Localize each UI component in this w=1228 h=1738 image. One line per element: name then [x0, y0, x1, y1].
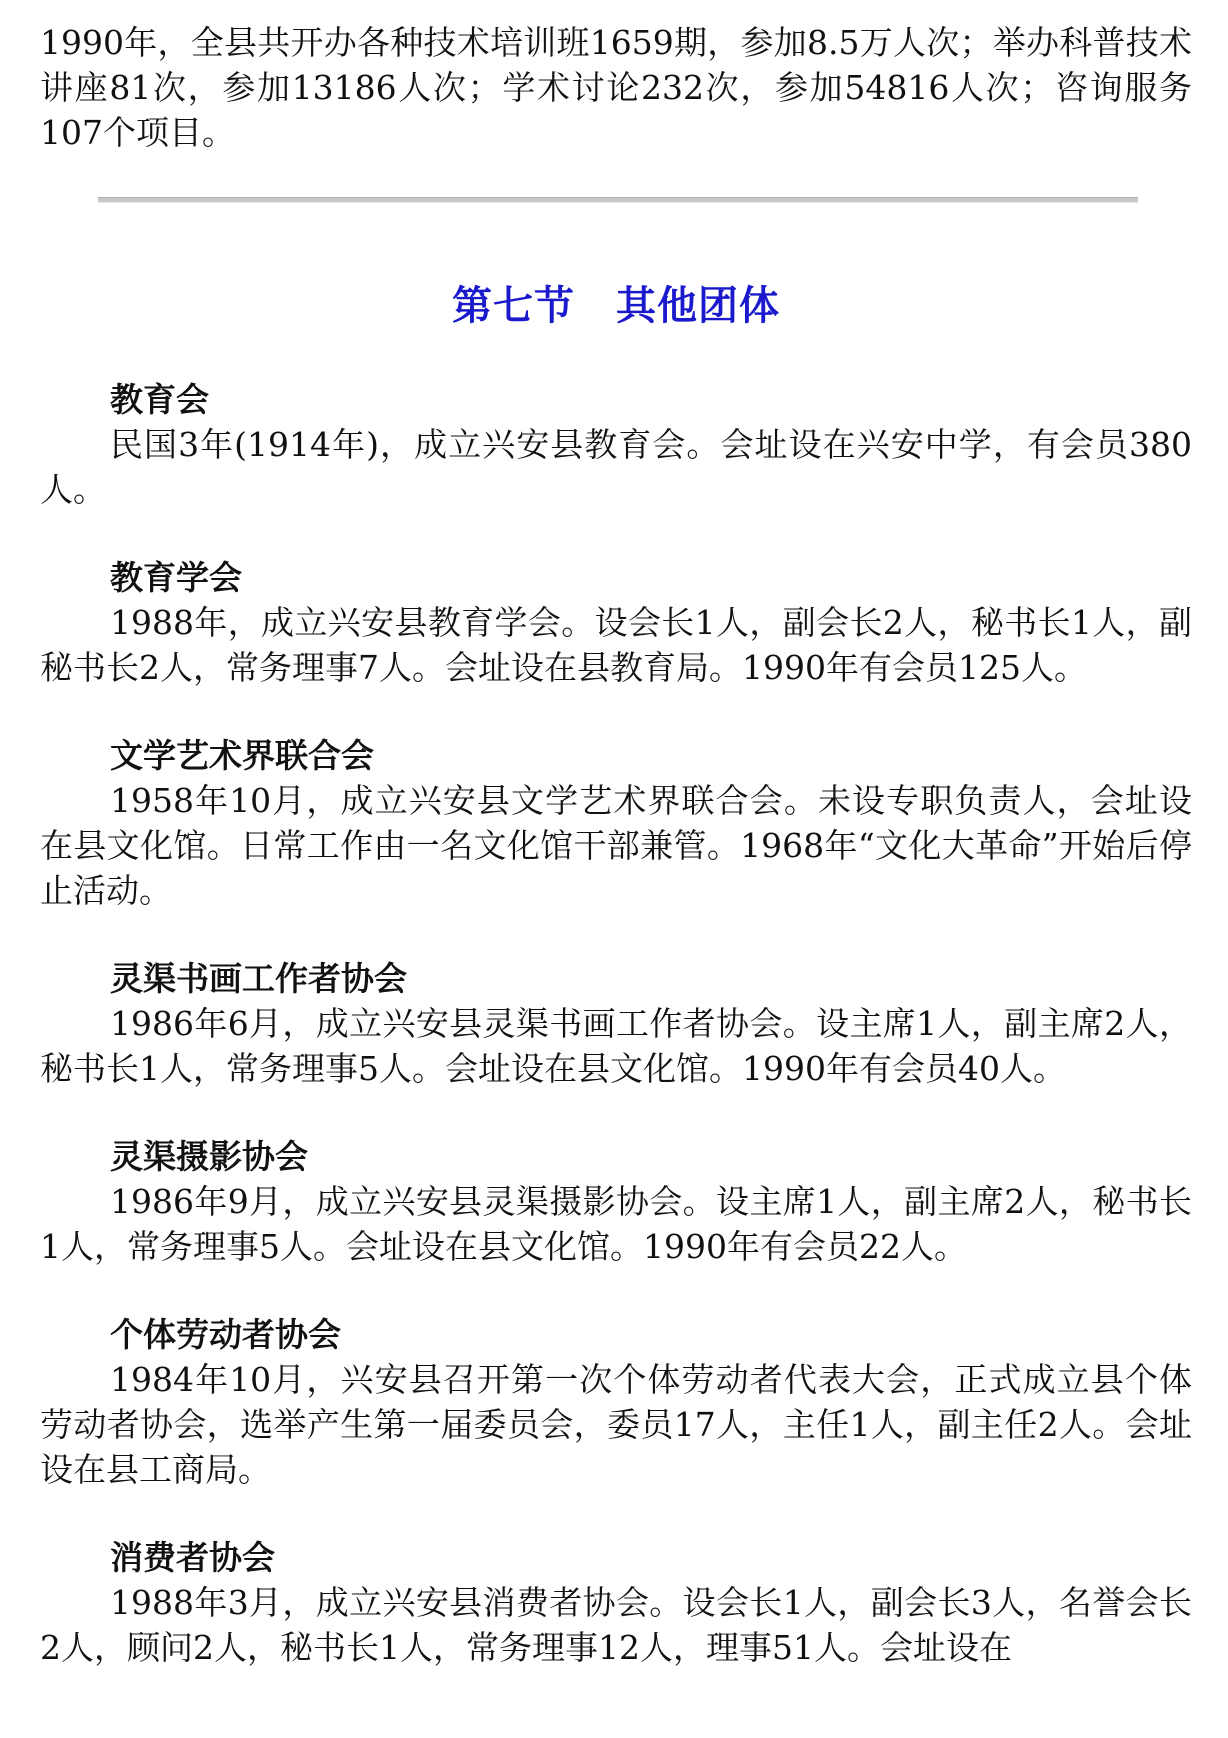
document-page: [40, 20, 1192, 1670]
horizontal-divider: [98, 197, 1138, 203]
org-title: 文学艺术界联合会: [110, 736, 374, 775]
org-literary-arts-federation: [40, 733, 1192, 913]
org-text: 1984年10月，兴安县召开第一次个体劳动者代表大会，正式成立县个体劳动者协会，选举产生第一届委员会，委员17人，主任1人，副主任2人。会址设在县工商局。: [40, 1360, 1192, 1489]
org-calligraphy-painting-association: [40, 956, 1192, 1091]
org-title: 灵渠摄影协会: [110, 1137, 308, 1176]
org-text: 1988年，成立兴安县教育学会。设会长1人，副会长2人，秘书长1人，副秘书长2人，常务理事7人。会址设在县教育局。1990年有会员125人。: [40, 603, 1192, 687]
org-title: 消费者协会: [110, 1538, 275, 1577]
org-education-society: [40, 555, 1192, 690]
org-education-association: [40, 377, 1192, 512]
intro-paragraph: 1990年，全县共开办各种技术培训班1659期，参加8.5万人次；举办科普技术讲座81次，参加13186人次；学术讨论232次，参加54816人次；咨询服务107个项目。: [40, 23, 1192, 152]
org-title: 教育会: [110, 380, 209, 419]
org-text: 1958年10月，成立兴安县文学艺术界联合会。未设专职负责人，会址设在县文化馆。日常工作由一名文化馆干部兼管。1968年“文化大革命”开始后停止活动。: [40, 781, 1192, 910]
org-individual-workers-association: [40, 1312, 1192, 1492]
org-text: 1986年6月，成立兴安县灵渠书画工作者协会。设主席1人，副主席2人，秘书长1人，常务理事5人。会址设在县文化馆。1990年有会员40人。: [40, 1004, 1192, 1088]
org-title: 个体劳动者协会: [110, 1315, 341, 1354]
org-title: 教育学会: [110, 558, 242, 597]
org-consumers-association: [40, 1535, 1192, 1670]
org-text: 1988年3月，成立兴安县消费者协会。设会长1人，副会长3人，名誉会长2人，顾问2人，秘书长1人，常务理事12人，理事51人。会址设在: [40, 1583, 1192, 1667]
org-text: 1986年9月，成立兴安县灵渠摄影协会。设主席1人，副主席2人，秘书长1人，常务理事5人。会址设在县文化馆。1990年有会员22人。: [40, 1182, 1192, 1266]
section-title: 第七节 其他团体: [452, 282, 780, 329]
org-text: 民国3年(1914年)，成立兴安县教育会。会址设在兴安中学，有会员380人。: [40, 425, 1192, 509]
org-photography-association: [40, 1134, 1192, 1269]
org-title: 灵渠书画工作者协会: [110, 959, 407, 998]
